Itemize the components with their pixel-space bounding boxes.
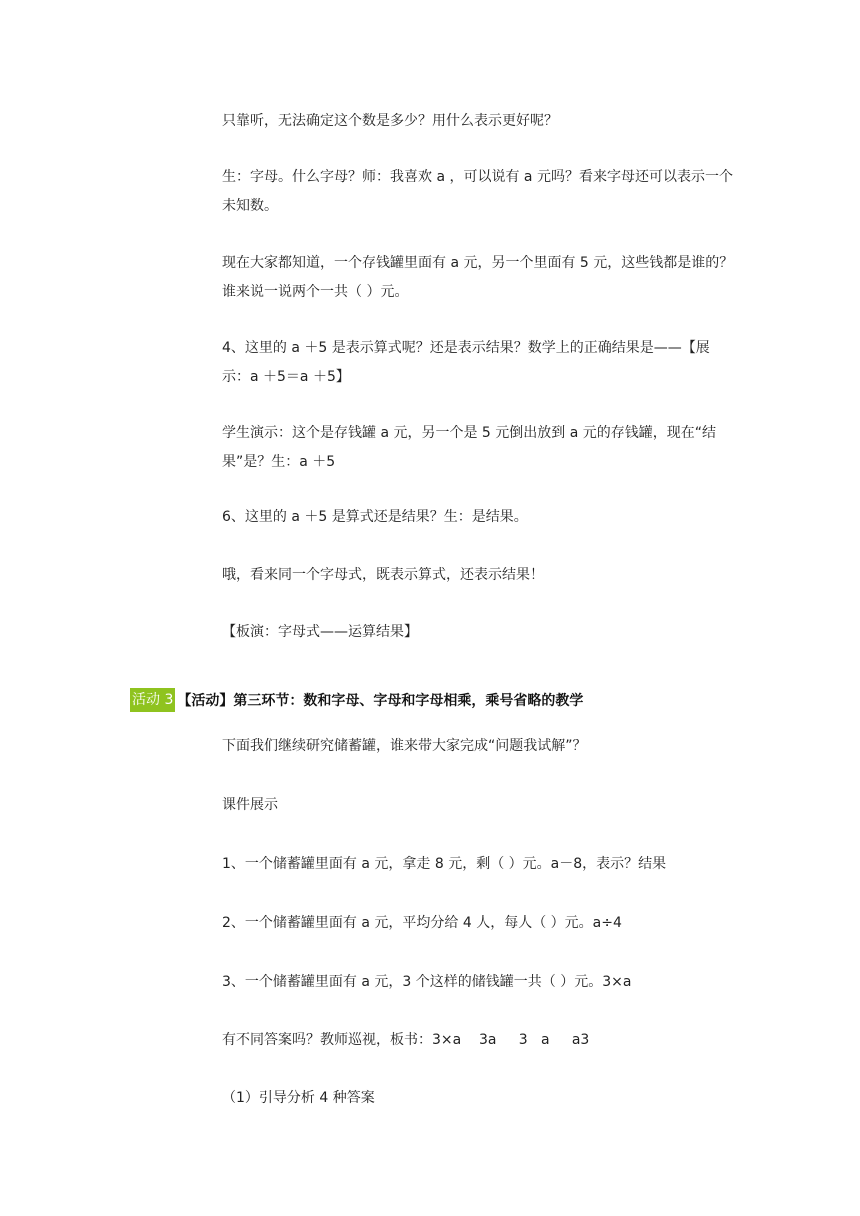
paragraph: 下面我们继续研究储蓄罐，谁来带大家完成“问题我试解”？ [222,738,587,754]
paragraph: 2、一个储蓄罐里面有 a 元，平均分给 4 人，每人（ ）元。a÷4 [222,915,622,931]
activity-badge: 活动 3 [130,688,175,712]
section-heading [130,688,583,712]
paragraph: 生：字母。什么字母？师：我喜欢 a ，可以说有 a 元吗？看来字母还可以表示一个未知数。 [222,169,733,214]
paragraph: 3、一个储蓄罐里面有 a 元，3 个这样的储钱罐一共（ ）元。3×a [222,974,632,990]
paragraph: 课件展示 [222,797,278,813]
paragraph: （1）引导分析 4 种答案 [222,1090,375,1106]
paragraph: 1、一个储蓄罐里面有 a 元，拿走 8 元，剩（ ）元。a－8，表示？结果 [222,856,667,872]
paragraph: 4、这里的 a ＋5 是表示算式呢？还是表示结果？数学上的正确结果是——【展示：a ＋5＝a ＋5】 [222,340,710,385]
paragraph: 6、这里的 a ＋5 是算式还是结果？生：是结果。 [222,509,528,525]
paragraph: 有不同答案吗？教师巡视，板书：3×a 3a 3 a a3 [222,1032,590,1048]
paragraph: 学生演示：这个是存钱罐 a 元，另一个是 5 元倒出放到 a 元的存钱罐，现在“结果”是？生：a ＋5 [222,425,717,470]
paragraph: 只靠听，无法确定这个数是多少？用什么表示更好呢？ [222,113,558,129]
paragraph: 哦，看来同一个字母式，既表示算式，还表示结果！ [222,567,544,583]
section-title: 【活动】第三环节：数和字母、字母和字母相乘，乘号省略的教学 [177,693,584,709]
paragraph: 现在大家都知道，一个存钱罐里面有 a 元，另一个里面有 5 元，这些钱都是谁的？谁来说一说两个一共（ ）元。 [222,255,734,300]
paragraph: 【板演：字母式——运算结果】 [222,624,418,640]
